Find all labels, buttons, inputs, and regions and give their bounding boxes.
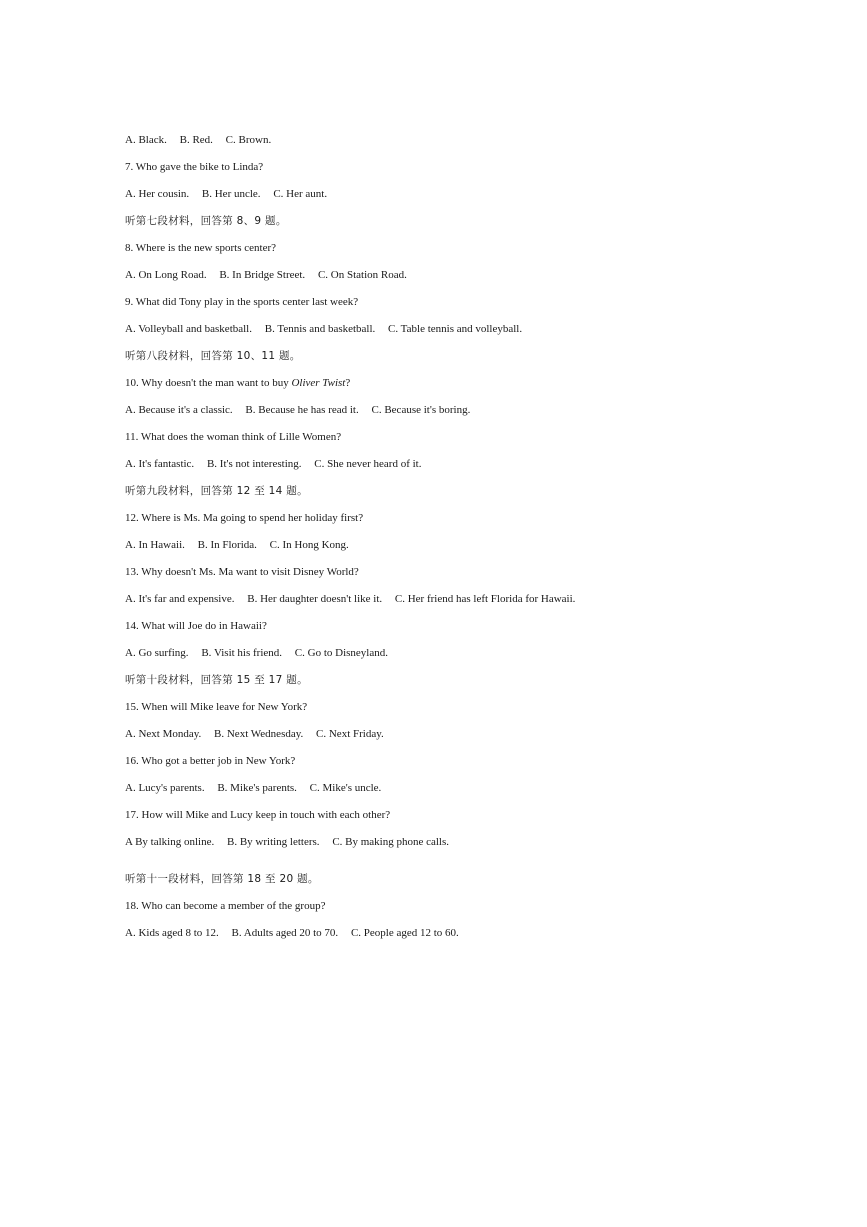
option-c: C. People aged 12 to 60. [350,927,459,939]
options-line [125,534,845,561]
question-15: 15. When will Mike leave for New York? [125,701,308,713]
options-line [125,183,845,210]
option-a: A. Because it's a classic. [125,404,233,416]
options-line [125,453,845,480]
option-b: B. Mike's parents. [217,782,297,794]
option-b: B. In Florida. [197,539,257,551]
option-a: A. Black. [125,134,167,146]
question-12: 12. Where is Ms. Ma going to spend her holiday first? [125,512,364,524]
option-c: C. Because it's boring. [371,404,471,416]
question-14: 14. What will Joe do in Hawaii? [125,620,267,632]
options-line [125,922,845,949]
option-a: A By talking online. [125,836,215,848]
question-text: 10. Why doesn't the man want to buy [125,377,292,389]
option-c: C. Her aunt. [273,188,328,200]
question-11: 11. What does the woman think of Lille Women? [125,431,342,443]
option-b: B. Tennis and basketball. [264,323,376,335]
question-mark: ? [345,377,351,389]
question-7: 7. Who gave the bike to Linda? [125,161,264,173]
options-line [125,399,845,426]
option-a: A. Kids aged 8 to 12. [125,927,219,939]
option-a: A. Next Monday. [125,728,202,740]
options-line [125,723,845,750]
options-line [125,831,845,858]
option-c: C. On Station Road. [317,269,407,281]
option-c: C. By making phone calls. [332,836,450,848]
options-line [125,588,845,615]
section-instruction: 听第十一段材料，回答第 18 至 20 题。 [125,873,319,885]
option-b: B. Next Wednesday. [214,728,304,740]
option-b: B. In Bridge Street. [219,269,306,281]
option-b: B. Her uncle. [201,188,261,200]
section-instruction: 听第九段材料，回答第 12 至 14 题。 [125,485,308,497]
option-b: B. Because he has read it. [245,404,359,416]
option-c: C. In Hong Kong. [269,539,349,551]
option-b: B. By writing letters. [226,836,320,848]
option-b: B. Red. [179,134,213,146]
question-13: 13. Why doesn't Ms. Ma want to visit Disney World? [125,566,359,578]
question-16: 16. Who got a better job in New York? [125,755,296,767]
option-a: A. Go surfing. [125,647,189,659]
option-b: B. Adults aged 20 to 70. [231,927,339,939]
option-a: A. It's far and expensive. [125,593,235,605]
question-9: 9. What did Tony play in the sports center last week? [125,296,359,308]
option-b: B. It's not interesting. [206,458,302,470]
option-a: A. On Long Road. [125,269,207,281]
options-line [125,318,845,345]
option-a: A. In Hawaii. [125,539,185,551]
option-a: A. It's fantastic. [125,458,195,470]
question-17: 17. How will Mike and Lucy keep in touch with each other? [125,809,391,821]
option-c: C. Next Friday. [316,728,384,740]
options-line [125,642,845,669]
options-line [125,777,845,804]
section-instruction: 听第十段材料，回答第 15 至 17 题。 [125,674,308,686]
option-a: A. Volleyball and basketball. [125,323,252,335]
question-10 [125,372,845,399]
option-c: C. Brown. [225,134,272,146]
option-b: B. Her daughter doesn't like it. [247,593,383,605]
option-b: B. Visit his friend. [201,647,283,659]
book-title: Oliver Twist [291,377,346,389]
section-instruction: 听第七段材料，回答第 8、9 题。 [125,215,287,227]
exam-page [125,129,845,949]
question-8: 8. Where is the new sports center? [125,242,276,254]
section-instruction: 听第八段材料，回答第 10、11 题。 [125,350,301,362]
option-c: C. Mike's uncle. [309,782,382,794]
option-c: C. She never heard of it. [314,458,422,470]
option-c: C. Table tennis and volleyball. [388,323,523,335]
option-c: C. Go to Disneyland. [294,647,388,659]
options-line [125,264,845,291]
option-a: A. Her cousin. [125,188,190,200]
options-line [125,129,845,156]
question-18: 18. Who can become a member of the group? [125,900,326,912]
option-c: C. Her friend has left Florida for Hawaii. [394,593,576,605]
option-a: A. Lucy's parents. [125,782,205,794]
